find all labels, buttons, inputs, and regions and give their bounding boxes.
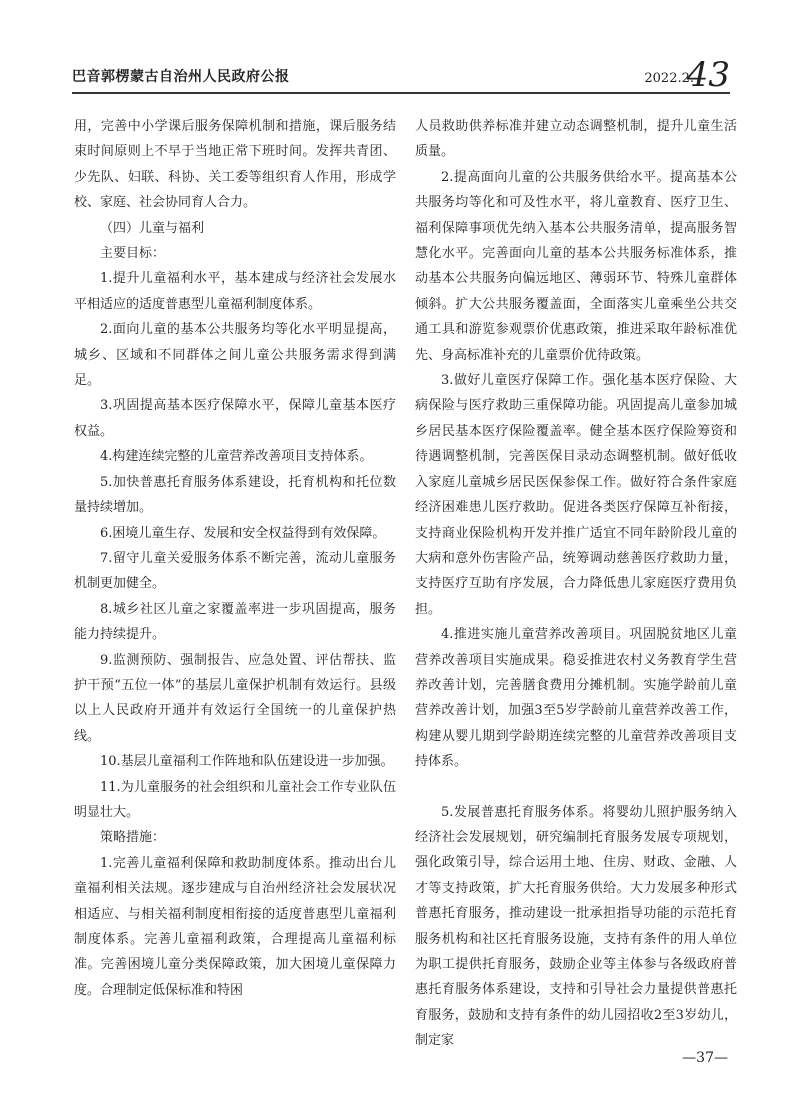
paragraph: 1.提升儿童福利水平，基本建成与经济社会发展水平相适应的适度普惠型儿童福利制度体系。 [74,271,396,312]
subheading: 策略措施： [100,830,166,846]
paragraph: 11.为儿童服务的社会组织和儿童社会工作专业队伍明显壮大。 [74,779,396,820]
page-header [72,42,730,94]
paragraph: 3.巩固提高基本医疗保障水平，保障儿童基本医疗权益。 [74,398,396,439]
paragraph: 4.构建连续完整的儿童营养改善项目支持体系。 [100,449,373,465]
paragraph: 2.提高面向儿童的公共服务供给水平。提高基本公共服务均等化和可及性水平，将儿童教育、医疗卫生、福利保障事项优先纳入基本公共服务清单，提高服务智慧化水平。完善面向儿童的基本公共服务标准体系，推动基本公共服务向偏远地区、薄弱环节、特殊儿童群体倾斜。扩大公共服务覆盖面，全面落实儿童乘坐公共交通工具和游览参观票价优惠政策，推进采取年龄标准优先、身高标准补充的儿童票价优待政策。 [415,169,737,363]
header-rule [72,92,730,94]
paragraph: 用，完善中小学课后服务保障机制和措施，课后服务结束时间原则上不早于当地正常下班时间。发挥共青团、少先队、妇联、科协、关工委等组织育人作用，形成学校、家庭、社会协同育人合力。 [74,119,396,211]
paragraph: 9.监测预防、强制报告、应急处置、评估帮扶、监护干预“五位一体”的基层儿童保护机制有效运行。县级以上人民政府开通并有效运行全国统一的儿童保护热线。 [74,652,396,744]
paragraph: 2.面向儿童的基本公共服务均等化水平明显提高，城乡、区域和不同群体之间儿童公共服务需求得到满足。 [74,322,396,389]
paragraph: 5.加快普惠托育服务体系建设，托育机构和托位数量持续增加。 [74,474,396,516]
left-column [74,114,396,1003]
paragraph: 人员救助供养标准并建立动态调整机制，提升儿童生活质量。 [415,119,737,160]
page-number: —37— [682,1050,728,1066]
publication-title: 巴音郭楞蒙古自治州人民政府公报 [72,69,290,85]
paragraph: 3.做好儿童医疗保障工作。强化基本医疗保险、大病保险与医疗救助三重保障功能。巩固提高儿童参加城乡居民基本医疗保险覆盖率。健全基本医疗保险筹资和待遇调整机制，完善医保目录动态调整机制。做好低收入家庭儿童城乡居民医保参保工作。做好符合条件家庭经济困难患儿医疗救助。促进各类医疗保障互补衔接，支持商业保险机构开发并推广适宜不同年龄阶段儿童的大病和意外伤害险产品，统筹调动慈善医疗救助力量，支持医疗互助有序发展，合力降低患儿家庭医疗费用负担。 [415,373,737,617]
section-heading: （四）儿童与福利 [100,220,205,236]
issue-number: 43 [686,55,730,95]
right-column [415,114,737,1054]
paragraph: 7.留守儿童关爱服务体系不断完善，流动儿童服务机制更加健全。 [74,550,396,592]
paragraph: 8.城乡社区儿童之家覆盖率进一步巩固提高，服务能力持续提升。 [74,601,396,643]
paragraph: 10.基层儿童福利工作阵地和队伍建设进一步加强。 [100,754,394,770]
subheading: 主要目标： [100,246,166,262]
paragraph: 5.发展普惠托育服务体系。将婴幼儿照护服务纳入经济社会发展规划，研究编制托育服务发展专项规划，强化政策引导，综合运用土地、住房、财政、金融、人才等支持政策，扩大托育服务供给。大力发展多种形式普惠托育服务，推动建设一批承担指导功能的示范托育服务机构和社区托育服务设施，支持有条件的用人单位为职工提供托育服务，鼓励企业等主体参与各级政府普惠托育服务体系建设，支持和引导社会力量提供普惠托育服务，鼓励和支持有条件的幼儿园招收2至3岁幼儿，制定家 [415,804,737,1049]
paragraph: 6.困境儿童生存、发展和安全权益得到有效保障。 [100,525,386,541]
paragraph: 1.完善儿童福利保障和救助制度体系。推动出台儿童福利相关法规。逐步建成与自治州经济社会发展状况相适应、与相关福利制度相衔接的适度普惠型儿童福利制度体系。完善儿童福利政策，合理提高儿童福利标准。完善困境儿童分类保障政策，加大困境儿童保障力度。合理制定低保标准和特困 [74,855,396,998]
paragraph: 4.推进实施儿童营养改善项目。巩固脱贫地区儿童营养改善项目实施成果。稳妥推进农村义务教育学生营养改善计划，完善膳食费用分摊机制。实施学龄前儿童营养改善计划，加强3至5岁学龄前儿童营养改善工作，构建从婴儿期到学龄期连续完整的儿童营养改善项目支持体系。 [415,627,737,770]
issue-date: 2022.2. [644,71,694,86]
